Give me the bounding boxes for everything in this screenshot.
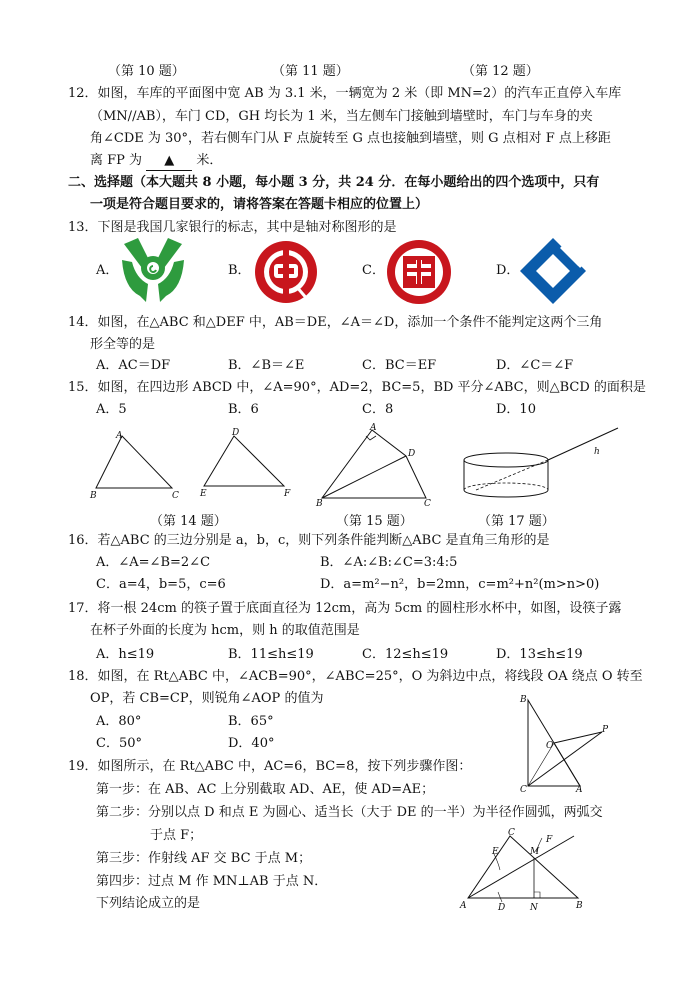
construction-bank-logo xyxy=(518,236,588,306)
q14-label-d: D xyxy=(232,428,240,438)
bank-of-china-logo xyxy=(252,238,320,306)
q13-option-d: D． xyxy=(496,263,520,278)
q18-label-a: A xyxy=(576,785,583,795)
q14-label-a: A xyxy=(116,431,123,441)
answer-mark: ▲ xyxy=(164,153,175,168)
q16-option-d: D．a=m²−n²，b=2mn，c=m²+n²(m>n>0) xyxy=(320,577,600,592)
q12-line3: 角∠CDE 为 30°，若右侧车门从 F 点旋转至 G 点也接触到墙壁，则 G 点相对 F 点上移距 xyxy=(90,131,611,146)
q19-step4: 第四步：过点 M 作 MN⊥AB 于点 N． xyxy=(96,874,328,889)
q17-option-b: B．11≤h≤19 xyxy=(228,647,314,662)
q19-step1: 第一步：在 AB、AC 上分别截取 AD、AE，使 AD=AE； xyxy=(96,782,435,797)
q18-label-p: P xyxy=(602,725,609,735)
q19-label-d: D xyxy=(498,903,506,913)
q15-option-d: D．10 xyxy=(496,402,536,417)
q19-label-f: F xyxy=(546,835,553,845)
q12-line4-pre: 离 FP 为 xyxy=(90,153,143,168)
q15-option-b: B．6 xyxy=(228,402,259,417)
caption-q12: （第 12 题） xyxy=(462,64,539,79)
q14-line1: 14．如图，在△ABC 和△DEF 中，AB＝DE，∠A＝∠D，添加一个条件不能判定这两个三角 xyxy=(68,315,603,330)
q14-line2: 形全等的是 xyxy=(90,337,156,352)
q19-step3: 第三步：作射线 AF 交 BC 于点 M； xyxy=(96,851,312,866)
section2-line1: 二、选择题（本大题共 8 小题，每小题 3 分，共 24 分．在每小题给出的四个选项中，只有 xyxy=(68,175,600,190)
q13-option-b: B． xyxy=(228,263,251,278)
caption-q11: （第 11 题） xyxy=(272,64,349,79)
q15-figure xyxy=(314,422,434,508)
q18-option-c: C．50° xyxy=(96,736,142,751)
icbc-logo xyxy=(385,238,453,306)
q18-option-a: A．80° xyxy=(96,714,142,729)
q18-line2: OP，若 CB=CP，则锐角∠AOP 的值为 xyxy=(90,691,324,706)
q12-line1: 12．如图，车库的平面图中宽 AB 为 3.1 米，一辆宽为 2 米（即 MN=2）的汽车正直停入车库 xyxy=(68,86,622,101)
q14-option-d: D．∠C＝∠F xyxy=(496,358,574,373)
q19-step2a: 第二步：分别以点 D 和点 E 为圆心、适当长（大于 DE 的一半）为半径作圆弧，两弧交 xyxy=(96,805,603,820)
q15-option-a: A．5 xyxy=(96,402,127,417)
caption-q14: （第 14 题） xyxy=(150,514,227,529)
q14-label-c: C xyxy=(172,491,179,501)
q17-figure xyxy=(462,424,622,508)
q15-label-d: D xyxy=(408,449,416,459)
q16-stem: 16．若△ABC 的三边分别是 a，b，c，则下列条件能判断△ABC 是直角三角形的是 xyxy=(68,533,550,548)
q15-stem: 15．如图，在四边形 ABCD 中，∠A=90°，AD=2，BC=5，BD 平分∠ABC，则△BCD 的面积是 xyxy=(68,380,646,395)
q15-label-a: A xyxy=(370,423,377,433)
q16-option-b: B．∠A:∠B:∠C=3:4:5 xyxy=(320,555,458,570)
q17-line2: 在杯子外面的长度为 hcm，则 h 的取值范围是 xyxy=(90,623,360,638)
q18-label-b: B xyxy=(520,695,527,705)
q19-label-n: N xyxy=(530,903,538,913)
q17-line1: 17．将一根 24cm 的筷子置于底面直径为 12cm，高为 5cm 的圆柱形水杯中，如图，设筷子露 xyxy=(68,601,622,616)
q15-label-b: B xyxy=(316,499,323,509)
q12-line4-post: 米． xyxy=(196,153,223,168)
section2-line2: 一项是符合题目要求的，请将答案在答题卡相应的位置上） xyxy=(90,197,429,212)
q19-label-a: A xyxy=(460,901,467,911)
q19-last: 下列结论成立的是 xyxy=(96,896,201,911)
q17-option-d: D．13≤h≤19 xyxy=(496,647,583,662)
q15-option-c: C．8 xyxy=(362,402,394,417)
q12-line4 xyxy=(90,152,222,171)
caption-q15: （第 15 题） xyxy=(336,514,413,529)
q18-option-b: B．65° xyxy=(228,714,274,729)
q14-option-a: A．AC＝DF xyxy=(96,358,171,373)
q18-figure xyxy=(514,694,614,794)
q19-label-c: C xyxy=(508,828,515,838)
q17-option-c: C．12≤h≤19 xyxy=(362,647,449,662)
q17-option-a: A．h≤19 xyxy=(96,647,155,662)
caption-q10: （第 10 题） xyxy=(108,64,185,79)
q17-label-h: h xyxy=(594,447,600,457)
answer-blank xyxy=(146,152,192,171)
q19-label-e: E xyxy=(492,847,499,857)
q19-label-m: M xyxy=(530,847,540,857)
q15-label-c: C xyxy=(424,499,431,509)
q19-figure xyxy=(458,826,588,912)
q13-option-c: C． xyxy=(362,263,385,278)
q14-option-b: B．∠B＝∠E xyxy=(228,358,305,373)
q16-option-c: C．a=4，b=5，c=6 xyxy=(96,577,226,592)
q18-line1: 18．如图，在 Rt△ABC 中，∠ACB=90°，∠ABC=25°，O 为斜边中点，将线段 OA 绕点 O 转至 xyxy=(68,669,643,684)
q13-option-a: A． xyxy=(96,263,119,278)
agricultural-bank-logo xyxy=(118,238,188,304)
q14-label-f: F xyxy=(284,489,291,499)
q14-label-b: B xyxy=(90,491,97,501)
q19-line1: 19．如图所示，在 Rt△ABC 中，AC=6，BC=8，按下列步骤作图： xyxy=(68,759,472,774)
q18-label-c: C xyxy=(520,785,527,795)
q14-label-e: E xyxy=(200,489,207,499)
q18-option-d: D．40° xyxy=(228,736,275,751)
q18-label-o: O xyxy=(546,741,554,751)
q12-line2: （MN//AB），车门 CD，GH 均长为 1 米，当左侧车门接触到墙壁时，车门与车身的夹 xyxy=(90,109,593,124)
q13-stem: 13．下图是我国几家银行的标志，其中是轴对称图形的是 xyxy=(68,220,397,235)
caption-q17: （第 17 题） xyxy=(478,514,555,529)
q14-option-c: C．BC＝EF xyxy=(362,358,437,373)
q19-label-b: B xyxy=(576,901,583,911)
q14-figure xyxy=(88,428,298,504)
q16-option-a: A．∠A=∠B=2∠C xyxy=(96,555,211,570)
q19-step2b: 于点 F； xyxy=(150,828,203,843)
